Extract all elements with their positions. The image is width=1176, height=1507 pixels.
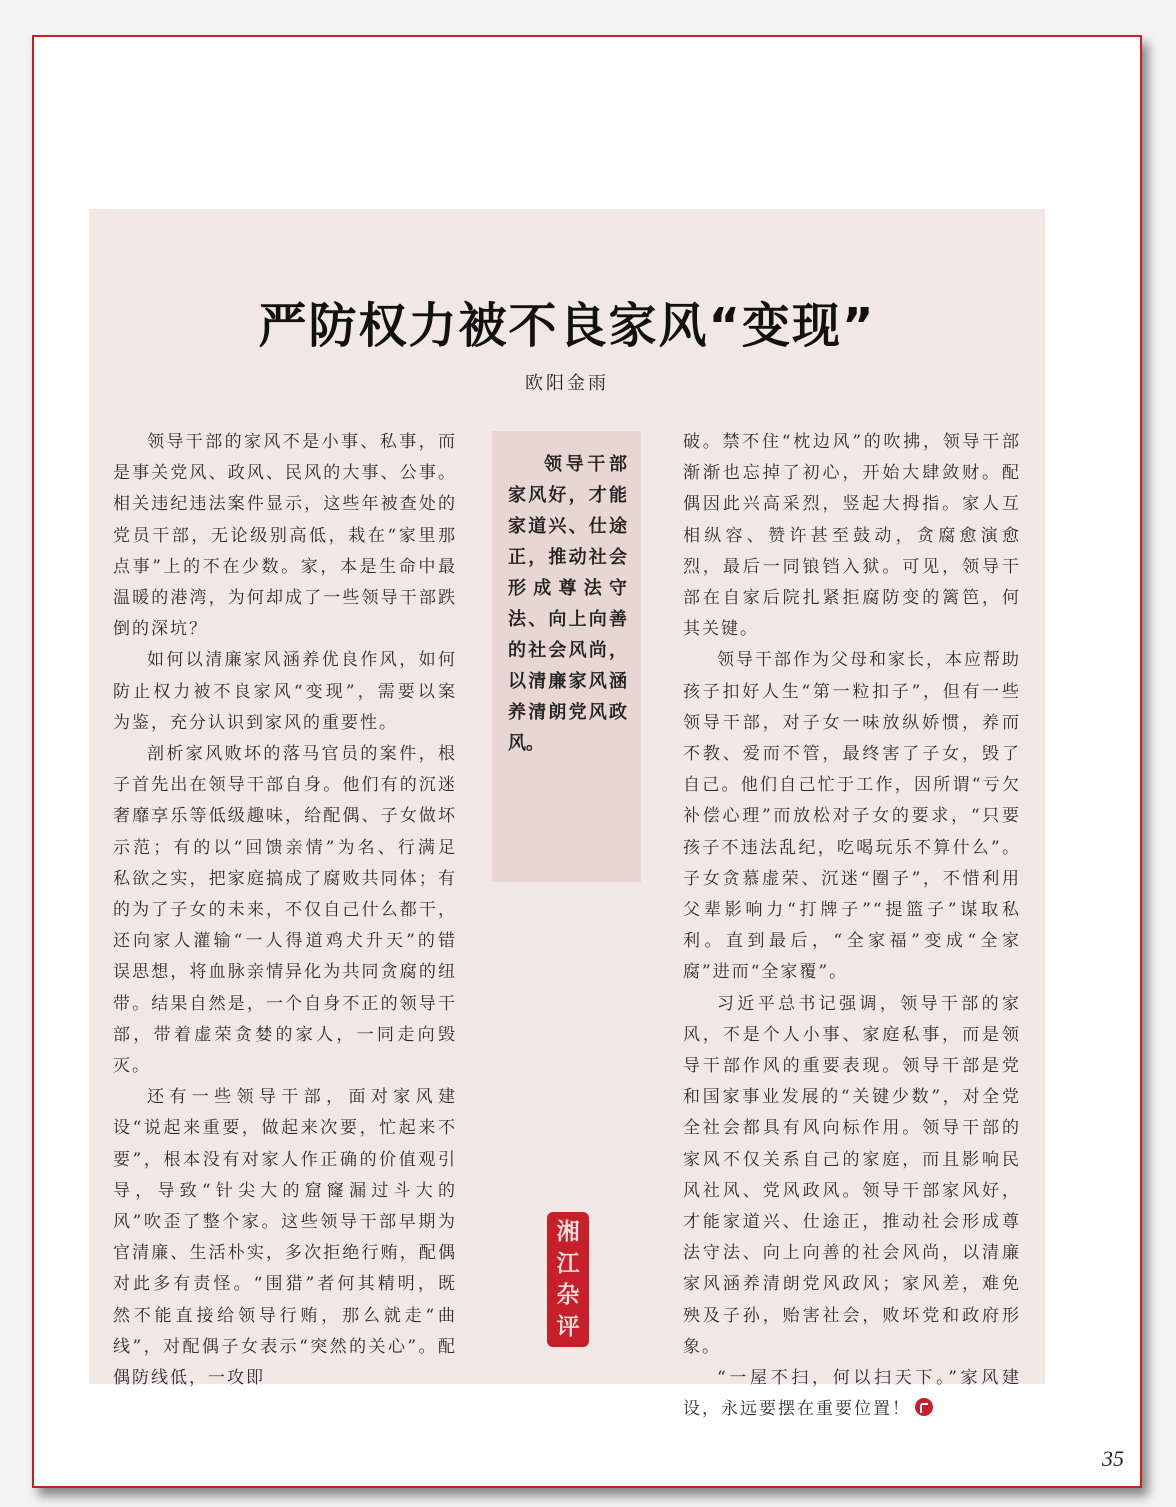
article-author: 欧阳金雨 <box>525 373 609 394</box>
seal-char: 江 <box>556 1250 580 1277</box>
paragraph-continuation: 破。禁不住“枕边风”的吹拂，领导干部渐渐也忘掉了初心，开始大肆敛财。配偶因此兴高采烈，竖起大拇指。家人互相纵容、赞许甚至鼓动，贪腐愈演愈烈，最后一同锒铛入狱。可见，领导干部在自家后院扎紧拒腐防变的篱笆，何其关键。 <box>683 432 1021 640</box>
pull-quote <box>492 431 641 882</box>
paragraph: 习近平总书记强调，领导干部的家风，不是个人小事、家庭私事，而是领导干部作风的重要表现。领导干部是党和国家事业发展的“关键少数”，对全党全社会都具有风向标作用。领导干部的家风不仅关系自己的家庭，而且影响民风社风、党风政风。领导干部家风好，才能家道兴、仕途正，推动社会形成尊法守法、向上向善的社会风尚，以清廉家风涵养清朗党风政风；家风差，难免殃及子孙，贻害社会，败坏党和政府形象。 <box>683 993 1021 1357</box>
paragraph: 如何以清廉家风涵养优良作风，如何防止权力被不良家风“变现”，需要以案为鉴，充分认识到家风的重要性。 <box>113 650 457 733</box>
seal-char: 杂 <box>556 1282 580 1309</box>
end-mark-icon <box>915 1398 933 1416</box>
left-column <box>113 427 457 1394</box>
paragraph: 剖析家风败坏的落马官员的案件，根子首先出在领导干部自身。他们有的沉迷奢靡享乐等低级趣味，给配偶、子女做坏示范；有的以“回馈亲情”为名、行满足私欲之实，把家庭搞成了腐败共同体；有的为了子女的未来，不仅自己什么都干，还向家人灌输“一人得道鸡犬升天”的错误思想，将血脉亲情异化为共同贪腐的纽带。结果自然是，一个自身不正的领导干部，带着虚荣贪婪的家人，一同走向毁灭。 <box>113 744 457 1077</box>
column-seal-stamp <box>547 1212 589 1347</box>
seal-char: 评 <box>556 1314 580 1341</box>
final-paragraph <box>683 1363 1021 1425</box>
final-paragraph-text: “一屋不扫，何以扫天下。”家风建设，永远要摆在重要位置！ <box>683 1368 1021 1420</box>
paragraph: 领导干部的家风不是小事、私事，而是事关党风、政风、民风的大事、公事。相关违纪违法案件显示，这些年被查处的党员干部，无论级别高低，栽在“家里那点事”上的不在少数。家，本是生命中最温暖的港湾，为何却成了一些领导干部跌倒的深坑？ <box>113 432 457 640</box>
article-panel <box>89 209 1045 1420</box>
paragraph: 还有一些领导干部，面对家风建设“说起来重要，做起来次要，忙起来不要”，根本没有对家人作正确的价值观引导，导致“针尖大的窟窿漏过斗大的风”吹歪了整个家。这些领导干部早期为官清廉、生活朴实，多次拒绝行贿，配偶对此多有责怪。“围猎”者何其精明，既然不能直接给领导行贿，那么就走“曲线”，对配偶子女表示“突然的关心”。配偶防线低，一攻即 <box>113 1087 457 1389</box>
magazine-page <box>32 35 1142 1488</box>
paragraph: 领导干部作为父母和家长，本应帮助孩子扣好人生“第一粒扣子”，但有一些领导干部，对子女一味放纵娇惯，养而不教、爱而不管，最终害了子女，毁了自己。他们自己忙于工作，因所谓“亏欠补偿心理”而放松对子女的要求，“只要孩子不违法乱纪，吃喝玩乐不算什么”。子女贪慕虚荣、沉迷“圈子”，不惜利用父辈影响力“打牌子”“提篮子”谋取私利。直到最后，“全家福”变成“全家腐”进而“全家覆”。 <box>683 650 1021 983</box>
article-title: 严防权力被不良家风“变现” <box>258 298 876 354</box>
right-column <box>683 427 1021 1426</box>
pull-quote-text: 领导干部家风好，才能家道兴、仕途正，推动社会形成尊法守法、向上向善的社会风尚，以清廉家风涵养清朗党风政风。 <box>508 454 627 754</box>
seal-char: 湘 <box>556 1218 580 1245</box>
page-number: 35 <box>1102 1446 1124 1471</box>
